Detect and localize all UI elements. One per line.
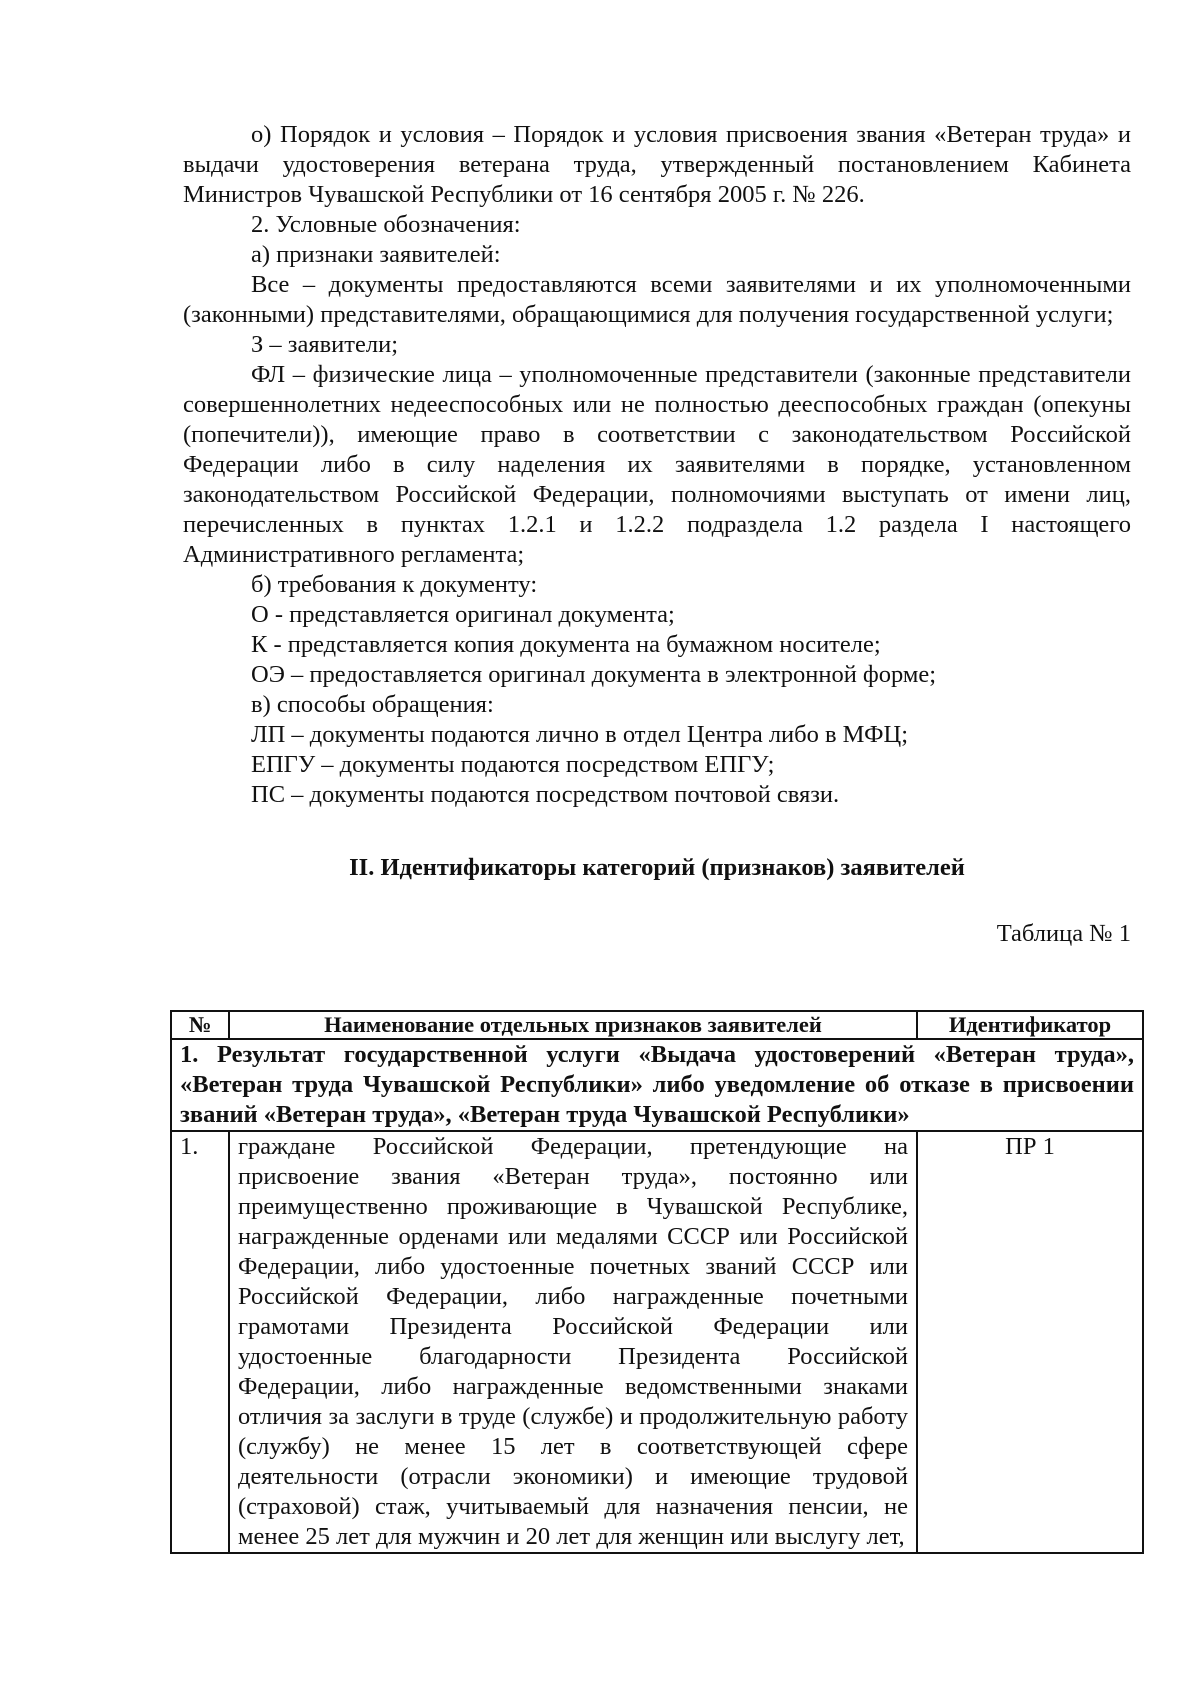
paragraph-order-conditions: о) Порядок и условия – Порядок и условия присвоения звания «Ветеран труда» и выдачи удостоверения ветерана труда, утвержденный постановлением Кабинета Министров Чувашской Республики от 16 сентября 2005 г. № 226. <box>183 121 1131 208</box>
paragraph-o-definition: О - представляется оригинал документа; <box>251 601 675 628</box>
header-number: № <box>171 1011 229 1039</box>
group-title: 1. Результат государственной услуги «Выдача удостоверений «Ветеран труда», «Ветеран труда Чувашской Республики» либо уведомление об отказе в присвоении званий «Ветеран труда», «Ветеран труда Чувашской Республики» <box>171 1039 1143 1131</box>
document-body <box>183 120 1131 949</box>
paragraph-applicant-signs-heading: а) признаки заявителей: <box>251 241 501 268</box>
table-group-row <box>171 1039 1143 1131</box>
paragraph-fl-definition: ФЛ – физические лица – уполномоченные представители (законные представители совершеннолетних недееспособных или не полностью дееспособных граждан (опекуны (попечители)), имеющие право в соответствии с законодательством Российской Федерации либо в силу наделения их заявителями в порядке, установленном законодательством Российской Федерации, полномочиями выступать от имени лиц, перечисленных в пунктах 1.2.1 и 1.2.2 подраздела 1.2 раздела I настоящего Административного регламента; <box>183 361 1131 568</box>
paragraph-methods-heading: в) способы обращения: <box>251 691 494 718</box>
paragraph-ps-definition: ПС – документы подаются посредством почтовой связи. <box>251 781 840 808</box>
paragraph-z-definition: З – заявители; <box>251 331 398 358</box>
paragraph-oe-definition: ОЭ – предоставляется оригинал документа в электронной форме; <box>251 661 937 688</box>
header-identifier: Идентификатор <box>917 1011 1143 1039</box>
applicant-identifiers-table <box>170 1010 1144 1554</box>
table-header-row <box>171 1011 1143 1039</box>
row-description: граждане Российской Федерации, претендующие на присвоение звания «Ветеран труда», постоянно или преимущественно проживающие в Чувашской Республике, награжденные орденами или медалями СССР или Российской Федерации, либо удостоенные почетных званий СССР или Российской Федерации, либо награжденные почетными грамотами Президента Российской Федерации или удостоенные благодарности Президента Российской Федерации, либо награжденные ведомственными знаками отличия за заслуги в труде (службе) и продолжительную работу (службу) не менее 15 лет в соответствующей сфере деятельности (отрасли экономики) и имеющие трудовой (страховой) стаж, учитываемый для назначения пенсии, не менее 25 лет для мужчин и 20 лет для женщин или выслугу лет, <box>229 1131 917 1553</box>
paragraph-doc-requirements-heading: б) требования к документу: <box>251 571 538 598</box>
header-name: Наименование отдельных признаков заявителей <box>229 1011 917 1039</box>
row-number: 1. <box>171 1131 229 1553</box>
table-row <box>171 1131 1143 1553</box>
paragraph-epgu-definition: ЕПГУ – документы подаются посредством ЕПГУ; <box>251 751 775 778</box>
section-title: II. Идентификаторы категорий (признаков) заявителей <box>349 854 965 881</box>
row-identifier: ПР 1 <box>917 1131 1143 1553</box>
paragraph-lp-definition: ЛП – документы подаются лично в отдел Центра либо в МФЦ; <box>251 721 909 748</box>
table-label: Таблица № 1 <box>996 920 1131 947</box>
paragraph-k-definition: К - представляется копия документа на бумажном носителе; <box>251 631 881 658</box>
paragraph-all-definition: Все – документы предоставляются всеми заявителями и их уполномоченными (законными) представителями, обращающимися для получения государственной услуги; <box>183 271 1131 328</box>
paragraph-legend-heading: 2. Условные обозначения: <box>251 211 521 238</box>
